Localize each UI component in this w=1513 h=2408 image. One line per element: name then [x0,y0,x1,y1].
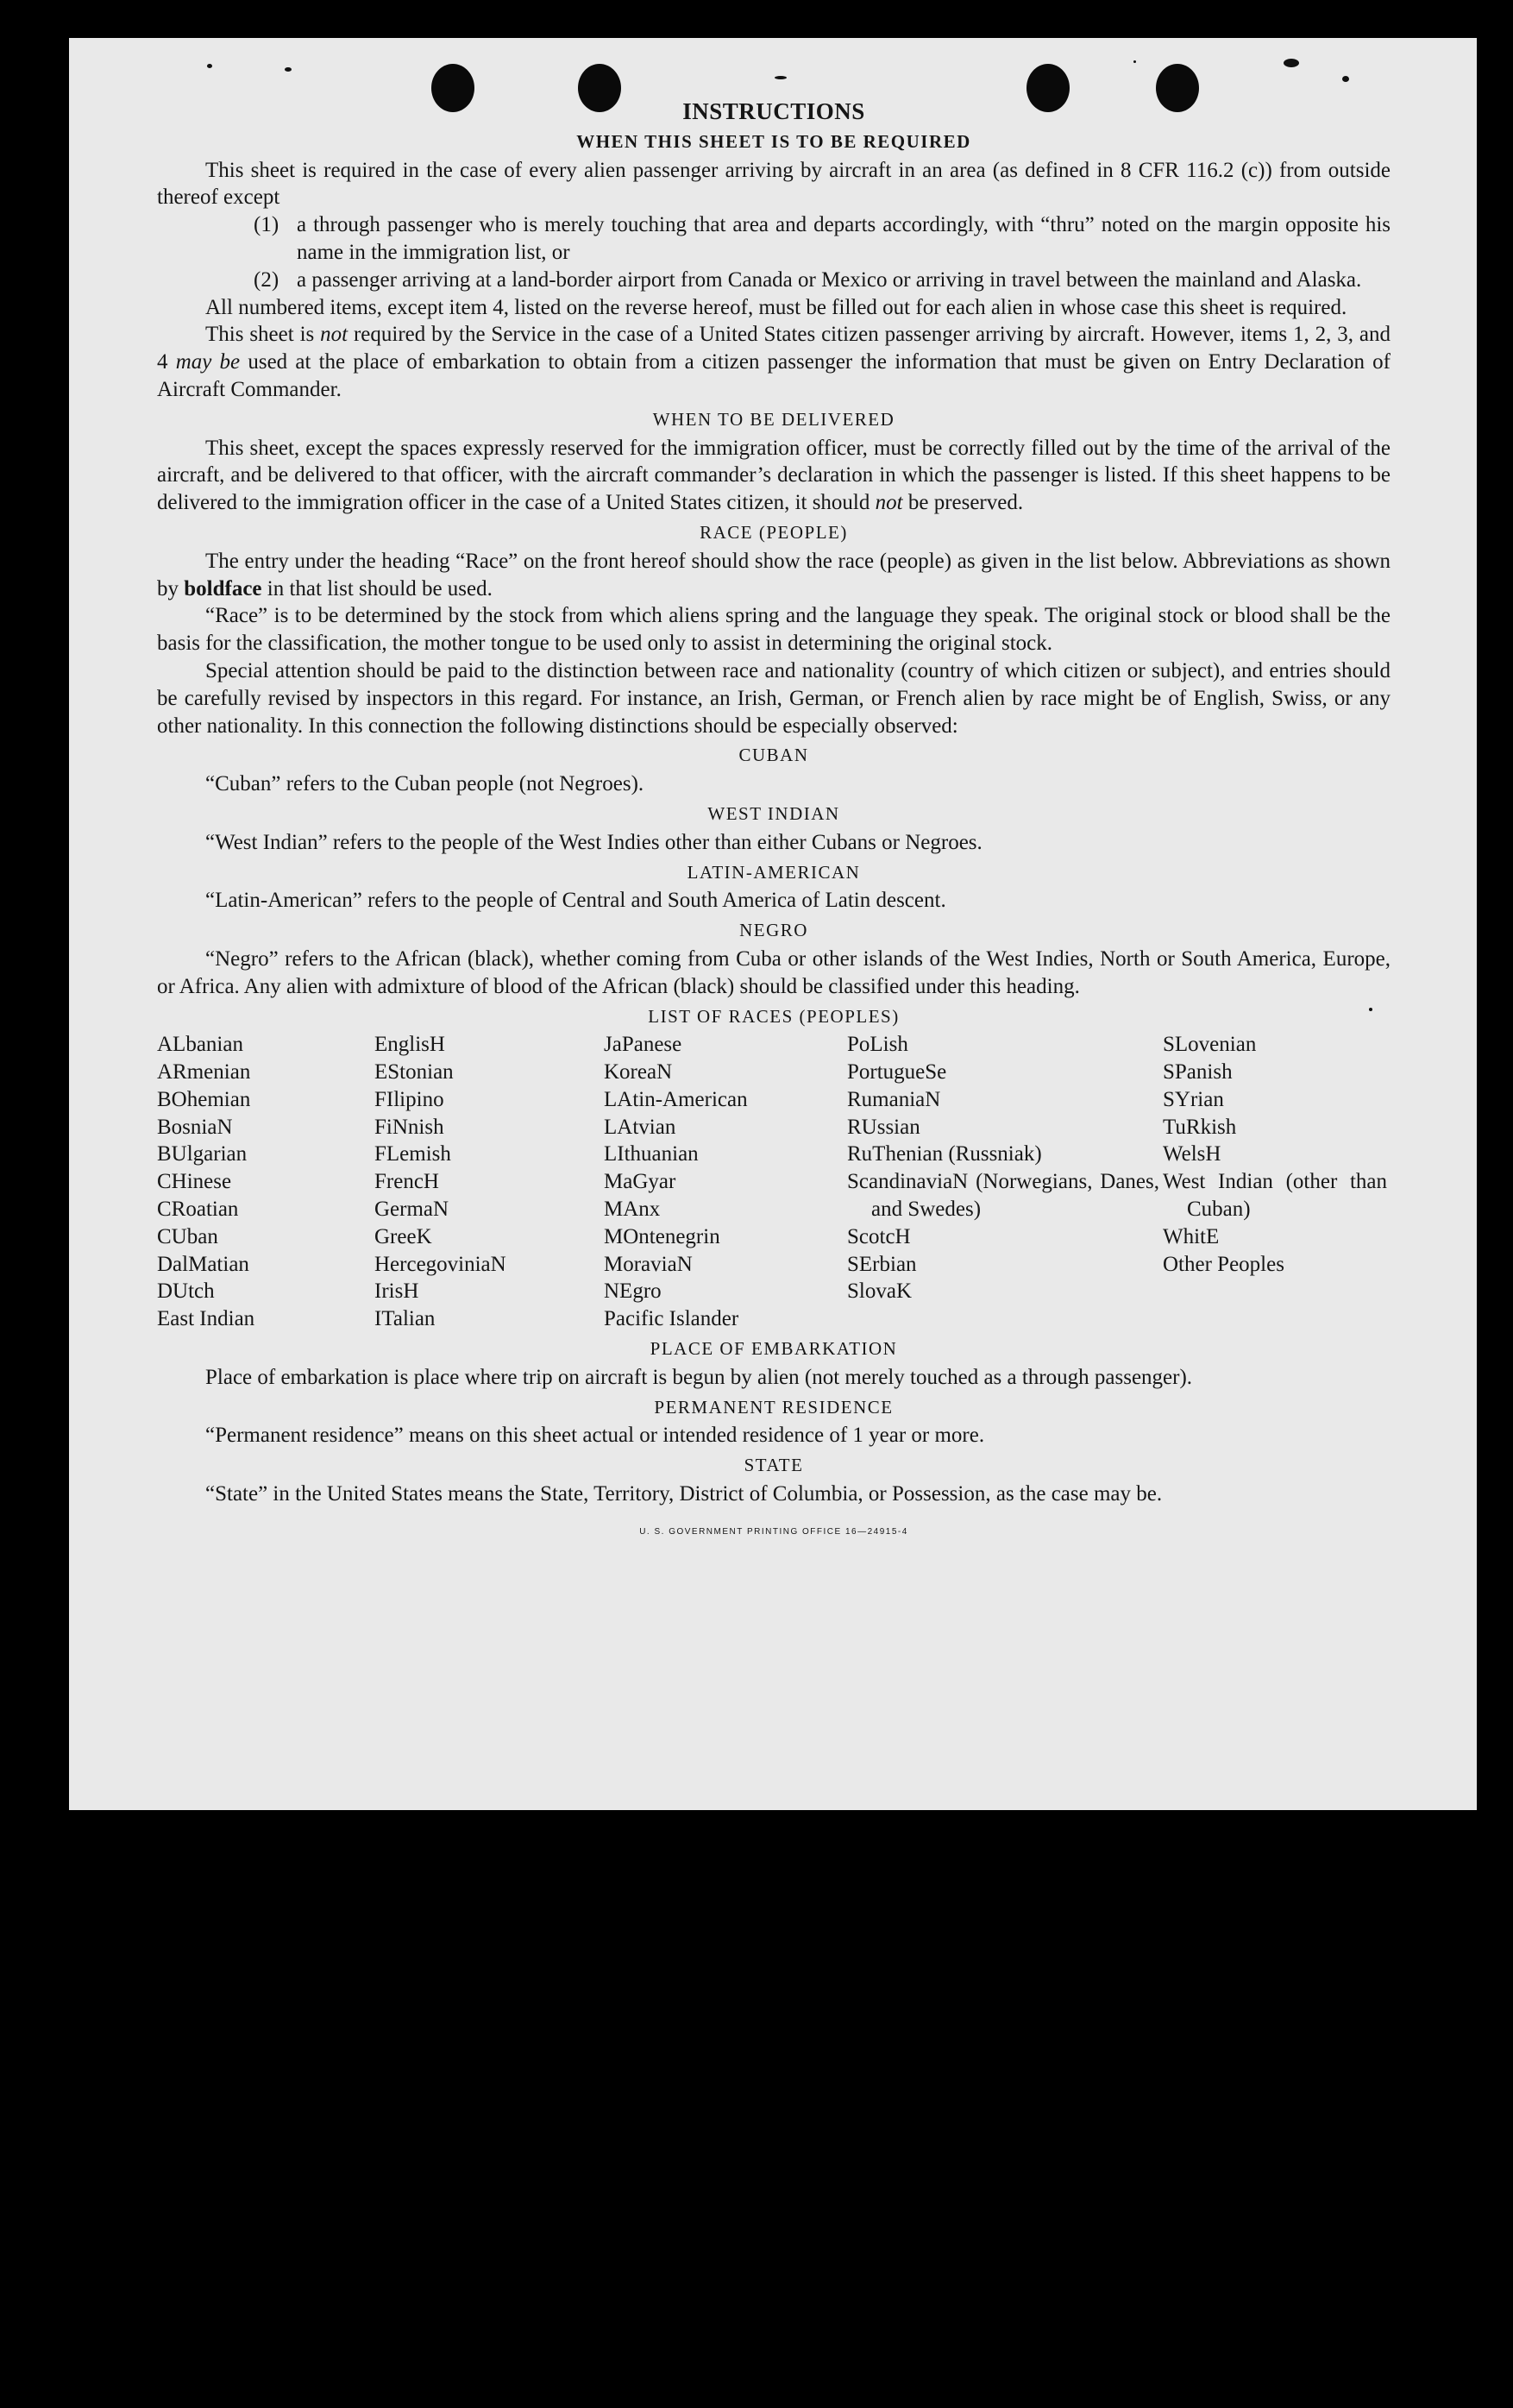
paragraph: Place of embarkation is place where trip on aircraft is begun by alien (not merely touched as a through passenger). [205,1365,1193,1389]
section-heading-race-list: LIST OF RACES (PEOPLES) [648,1005,900,1027]
race-column [1163,1031,1391,1333]
race-entry: SErbian [847,1252,917,1276]
section-heading-west-indian: WEST INDIAN [707,802,840,824]
paragraph: Special attention should be paid to the distinction between race and nationality (country of which citizen or subject), and entries should be carefully revised by inspectors in this regard. For instance, an Irish, German, or French alien by race might be of English, Swiss, or any other nationality. In this connection the following distinctions should be especially observed: [157,658,1391,738]
ink-speck [207,64,212,68]
list-item [254,211,1391,267]
race-entry: PortugueSe [847,1060,947,1085]
emphasis: may be [175,350,241,374]
race-entry: HercegoviniaN [374,1252,506,1276]
text-run: The entry under the heading “Race” on the front hereof should show the race (people) as given in the list below. Abbreviations as shown by [157,549,1391,600]
race-entry: SYrian [1163,1087,1224,1111]
race-entry: DUtch [157,1279,215,1304]
race-entry: FIlipino [374,1087,444,1111]
race-entry: GreeK [374,1224,432,1248]
race-entry: RUssian [847,1115,920,1139]
race-entry: LIthuanian [604,1142,699,1166]
race-entry: MoraviaN [604,1252,693,1276]
race-column [604,1031,847,1333]
paragraph: “Permanent residence” means on this sheet actual or intended residence of 1 year or more. [205,1424,985,1448]
race-entry: BUlgarian [157,1142,248,1166]
race-entry: ScotcH [847,1224,911,1248]
race-entry: RuThenian (Russniak) [847,1142,1042,1166]
section-heading-cuban: CUBAN [738,745,809,766]
race-entry: Other Peoples [1163,1252,1284,1276]
race-entry: EnglisH [374,1033,445,1057]
race-entry: KoreaN [604,1060,673,1085]
item-number: (2) [254,267,279,292]
section-heading-delivered: WHEN TO BE DELIVERED [652,408,895,430]
race-entry: SlovaK [847,1279,912,1304]
race-entry: DalMatian [157,1252,249,1276]
paragraph [157,435,1391,517]
ink-speck [1133,60,1136,63]
ink-speck [775,76,787,79]
race-entry: RumaniaN [847,1087,941,1111]
document-sheet [69,38,1477,1810]
paragraph [157,321,1391,403]
ink-speck [1284,59,1299,67]
race-entry: CRoatian [157,1198,239,1222]
text-run: This sheet, except the spaces expressly reserved for the immigration officer, must be correctly filled out by the time of the arrival of the aircraft, and be delivered to that officer, with the aircraft commander’s declaration in which the passenger is listed. If this sheet happens to be delivered to the immigration officer in the case of a United States citizen, it should [157,436,1391,515]
race-column [847,1031,1163,1333]
section-heading-latin-american: LATIN-AMERICAN [687,861,861,883]
race-entry: SLovenian [1163,1033,1257,1057]
text-run: used at the place of embarkation to obtain from a citizen passenger the information that must be given on Entry Declaration of Aircraft Commander. [157,350,1391,401]
race-entry: WelsH [1163,1142,1221,1166]
race-entry: ScandinaviaN (Norwegians, Danes, and Swedes) [847,1170,1159,1222]
paragraph: “Latin-American” refers to the people of Central and South America of Latin descent. [205,889,946,913]
race-entry: TuRkish [1163,1115,1237,1139]
paragraph: All numbered items, except item 4, listed on the reverse hereof, must be filled out for each alien in whose case this sheet is required. [205,295,1347,319]
section-heading-negro: NEGRO [739,920,808,941]
race-entry: FrencH [374,1170,439,1194]
paragraph: “West Indian” refers to the people of the West Indies other than either Cubans or Negroes. [205,830,983,854]
race-entry: JaPanese [604,1033,682,1057]
paragraph: “Cuban” refers to the Cuban people (not Negroes). [205,772,644,796]
race-entry: BOhemian [157,1087,251,1111]
race-entry: West Indian (other than Cuban) [1163,1170,1387,1222]
list-item [254,267,1391,294]
paragraph: “State” in the United States means the State, Territory, District of Columbia, or Possession, as the case may be. [205,1482,1163,1506]
emphasis: not [320,323,348,347]
race-entry: LAtin-American [604,1087,748,1111]
text-run: required by the Service in the case of a United States citizen passenger arriving by aircraft. However, items 1, 2, 3, and 4 [157,323,1391,374]
race-entry: ARmenian [157,1060,251,1085]
bold-text: boldface [184,576,262,600]
text-run: in that list should be used. [261,576,493,600]
ink-speck [1342,76,1349,82]
race-entry: SPanish [1163,1060,1233,1085]
text-run: This sheet is [205,323,321,347]
race-entry: CUban [157,1224,218,1248]
item-text: a through passenger who is merely touching that area and departs accordingly, with “thru” noted on the margin opposite his name in the immigration list, or [297,213,1391,264]
paragraph: This sheet is required in the case of every alien passenger arriving by aircraft in an area (as defined in 8 CFR 116.2 (c)) from outside thereof except [157,158,1391,210]
race-entry: WhitE [1163,1224,1220,1248]
race-entry: CHinese [157,1170,232,1194]
section-heading-state: STATE [744,1455,804,1476]
section-heading-embarkation: PLACE OF EMBARKATION [650,1338,898,1360]
race-entry: GermaN [374,1198,449,1222]
race-entry: MaGyar [604,1170,676,1194]
section-heading-residence: PERMANENT RESIDENCE [654,1396,894,1418]
race-column [374,1031,604,1333]
race-entry: EStonian [374,1060,454,1085]
section-heading-required: WHEN THIS SHEET IS TO BE REQUIRED [576,130,971,152]
race-entry: MOntenegrin [604,1224,720,1248]
race-column [157,1031,374,1333]
text-run: be preserved. [902,491,1024,515]
race-entry: FiNnish [374,1115,444,1139]
race-entry: ITalian [374,1307,436,1331]
race-entry: Pacific Islander [604,1307,739,1331]
page-title: INSTRUCTIONS [682,98,865,124]
race-entry: East Indian [157,1307,255,1331]
emphasis: not [875,491,903,515]
item-text: a passenger arriving at a land-border airport from Canada or Mexico or arriving in travel between the mainland and Alaska. [297,267,1362,292]
race-entry: PoLish [847,1033,908,1057]
instructions-text [157,98,1391,1546]
race-entry: LAtvian [604,1115,676,1139]
race-entry: FLemish [374,1142,451,1166]
race-entry: BosniaN [157,1115,233,1139]
item-number: (1) [254,213,279,237]
race-entry: MAnx [604,1198,661,1222]
race-entry: NEgro [604,1279,662,1304]
ink-speck [285,67,292,72]
paragraph: “Race” is to be determined by the stock from which aliens spring and the language they speak. The original stock or blood shall be the basis for the classification, the mother tongue to be used only to assist in determining the original stock. [157,604,1391,656]
race-list [157,1031,1391,1333]
race-entry: IrisH [374,1279,419,1304]
paragraph [157,548,1391,603]
section-heading-race: RACE (PEOPLE) [700,521,848,543]
race-entry: ALbanian [157,1033,243,1057]
printer-imprint: U. S. GOVERNMENT PRINTING OFFICE 16—24915-4 [639,1526,908,1537]
paragraph: “Negro” refers to the African (black), whether coming from Cuba or other islands of the West Indies, North or South America, Europe, or Africa. Any alien with admixture of blood of the African (black) should be classified under this heading. [157,946,1391,998]
